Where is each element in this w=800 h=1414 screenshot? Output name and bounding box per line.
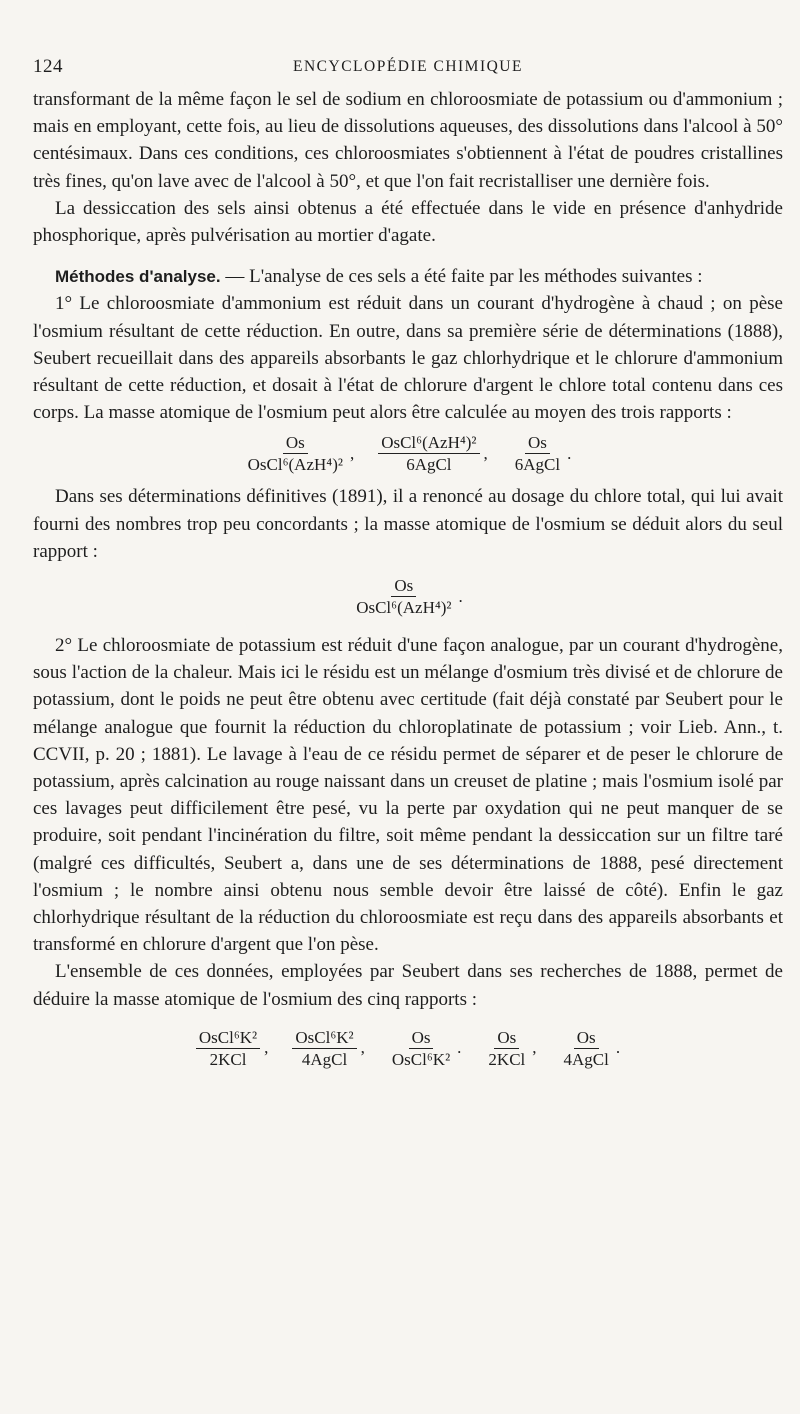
fraction [378, 432, 479, 475]
fraction [292, 1027, 356, 1070]
fraction-separator: . [567, 443, 572, 463]
paragraph-dessiccation: La dessiccation des sels ainsi obtenus a été effectuée dans le vide en présence d'anhydride phosphorique, après pulvérisation au mortier d'agate. [33, 197, 783, 247]
fraction-numerator: Os [391, 575, 416, 597]
fraction-numerator: OsCl⁶K² [292, 1027, 356, 1049]
formula-row-2 [33, 575, 783, 618]
paragraph-method-2: 2° Le chloroosmiate de potassium est réduit d'une façon analogue, par un courant d'hydrogène, sous l'action de la chaleur. Mais ici le résidu est un mélange d'osmium très divisé et de chlorure de potassium, dont le poids ne peut être obtenu avec certitude (fait déjà constaté par Seubert pour le mélange analogue que fournit la réduction du chloroplatinate de potassium ; voir Lieb. Ann., t. CCVII, p. 20 ; 1881). Le lavage à l'eau de ce résidu permet de séparer et de peser le chlorure de potassium, après calcination au rouge naissant dans un creuset de platine ; mais l'osmium isolé par ces lavages peut difficilement être pesé, vu la perte par oxydation qui ne peut manquer de se produire, soit pendant l'incinération du filtre, soit même pendant la dessiccation sur un filtre taré (malgré ces difficultés, Seubert a, dans une de ses déterminations de 1888, pesé directement l'osmium ; le nombre ainsi obtenu nous semble devoir être laissé de côté). Enfin le gaz chlorhydrique résultant de la réduction du chloroosmiate est reçu dans des appareils absorbants et transformé en chlorure d'argent que l'on pèse. [33, 635, 783, 956]
fraction-numerator: Os [494, 1027, 519, 1049]
fraction [512, 432, 563, 475]
fraction [245, 432, 346, 475]
fraction-denominator: OsCl⁶K² [391, 1049, 451, 1069]
fraction-numerator: OsCl⁶K² [196, 1027, 260, 1049]
fraction [561, 1027, 612, 1070]
paragraph-method-1: 1° Le chloroosmiate d'ammonium est réduit dans un courant d'hydrogène à chaud ; on pèse l'osmium résultant de cette réduction. En outre, dans sa première série de déterminations (1888), Seubert recueillait dans des appareils absorbants le gaz chlorhydrique et le chlorure d'ammonium résultant de cette réduction, et dosait à l'état de chlorure d'argent le chlore total contenu dans ces corps. La masse atomique de l'osmium peut alors être calculée au moyen des trois rapports : [33, 293, 783, 424]
page-number: 124 [33, 56, 63, 77]
fraction-denominator: 2KCl [488, 1049, 526, 1069]
fraction [389, 1027, 453, 1070]
fraction-separator: . [457, 1038, 462, 1058]
fraction-separator: . [615, 1038, 621, 1058]
fraction-numerator: OsCl⁶(AzH⁴)² [378, 432, 479, 454]
fraction-denominator: 6AgCl [514, 455, 561, 475]
paragraph-continuation: transformant de la même façon le sel de sodium en chloroosmiate de potassium ou d'ammonium ; mais en employant, cette fois, au lieu de dissolutions aqueuses, des dissolutions dans l'alcool à 50° centésimaux. Dans ces conditions, ces chloroosmiates s'obtiennent à l'état de poudres cristallines très fines, qu'on lave avec de l'alcool à 50°, et que l'on fait recristalliser une dernière fois. [33, 89, 783, 192]
fraction [353, 575, 454, 618]
fraction-denominator: OsCl⁶(AzH⁴)² [247, 455, 343, 475]
fraction-denominator: 4AgCl [563, 1049, 609, 1069]
fraction-numerator: Os [525, 432, 550, 454]
fraction-separator: , [360, 1038, 365, 1058]
fraction-numerator: Os [283, 432, 308, 454]
formula-row-3 [33, 1027, 783, 1070]
document-page [33, 56, 783, 1084]
fraction [485, 1027, 528, 1070]
fraction-separator: , [483, 443, 488, 463]
fraction [196, 1027, 260, 1070]
paragraph-ensemble: L'ensemble de ces données, employées par Seubert dans ses recherches de 1888, permet de déduire la masse atomique de l'osmium des cinq rapports : [33, 961, 783, 1010]
page-header [33, 56, 783, 86]
fraction-denominator: 2KCl [209, 1049, 247, 1069]
formula-row-1 [33, 432, 783, 475]
fraction-separator: , [349, 443, 355, 463]
fraction-numerator: Os [409, 1027, 434, 1049]
fraction-denominator: 6AgCl [406, 455, 452, 475]
methods-intro: — L'analyse de ces sels a été faite par les méthodes suivantes : [220, 266, 703, 288]
fraction-separator: , [532, 1038, 537, 1058]
paragraph-definitive: Dans ses déterminations définitives (1891), il a renoncé au dosage du chlore total, qui lui avait fourni des nombres trop peu concordants ; la masse atomique de l'osmium se déduit alors du seul rapport : [33, 486, 783, 562]
fraction-separator: , [264, 1038, 269, 1058]
fraction-numerator: Os [574, 1027, 599, 1049]
fraction-denominator: OsCl⁶(AzH⁴)² [356, 598, 452, 618]
fraction-separator: . [458, 586, 463, 606]
fraction-denominator: 4AgCl [301, 1049, 348, 1069]
running-title: ENCYCLOPÉDIE CHIMIQUE [293, 58, 523, 75]
section-heading: Méthodes d'analyse. [55, 267, 221, 287]
paragraph-methods [33, 263, 783, 290]
